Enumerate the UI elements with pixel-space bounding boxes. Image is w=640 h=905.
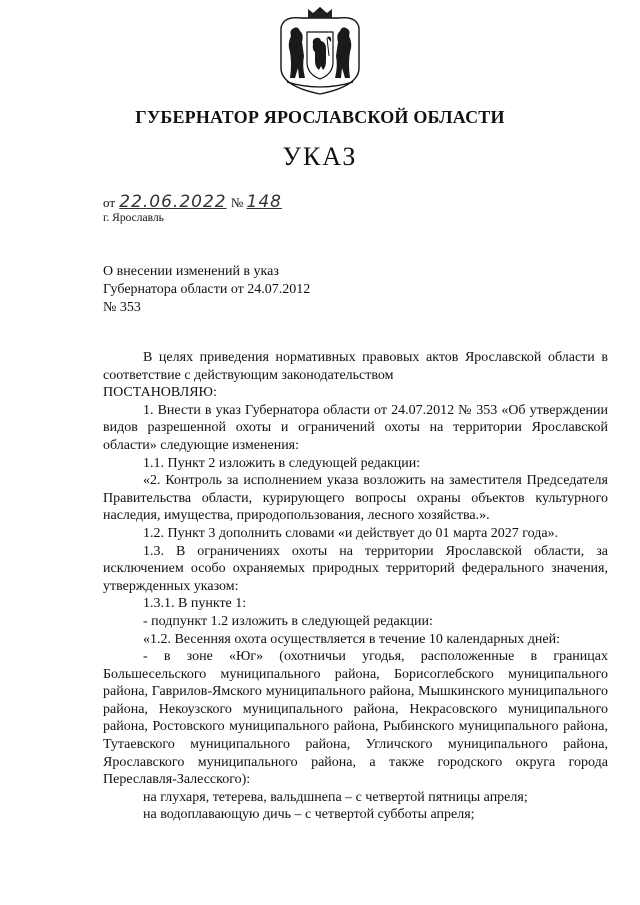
- subclause-1-2-text: «1.2. Весенняя охота осуществляется в течение 10 календарных дней:: [143, 631, 560, 647]
- handwritten-number: 148: [246, 192, 282, 212]
- preamble-paragraph: В целях приведения нормативных правовых актов Ярославской области в соответствие с действующим законодательством: [103, 350, 608, 383]
- number-prefix: №: [230, 195, 244, 210]
- subject-line: Губернатора области от 24.07.2012: [103, 282, 311, 297]
- waterfowl-season-line: на водоплавающую дичь – с четвертой субботы апреля;: [143, 807, 475, 823]
- city-line: г. Ярославль: [103, 212, 164, 224]
- clause-1-3-1: 1.3.1. В пункте 1:: [143, 596, 247, 612]
- document-type-title: УКАЗ: [282, 142, 358, 171]
- clause-1-2: 1.2. Пункт 3 дополнить словами «и действует до 01 марта 2027 года».: [143, 525, 559, 541]
- resolve-word: ПОСТАНОВЛЯЮ:: [103, 385, 217, 401]
- zone-south-paragraph: - в зоне «Юг» (охотничьи угодья, расположенные в границах Большесельского муниципального района, Борисоглебского муниципального района, Гаврилов-Ямского муниципального района, Мышкинского муниципального района, Некоузского муниципального района, Некрасовского муниципального района, Ростовского муниципального района, Рыбинского муниципального района, Тутаевского муниципального района, Угличского муниципального района, Ярославского муниципального района, а также городского округа города Переславля-Залесского):: [103, 649, 608, 788]
- grouse-season-line: на глухаря, тетерева, вальдшнепа – с четвертой пятницы апреля;: [143, 789, 528, 805]
- document-authority-title: ГУБЕРНАТОР ЯРОСЛАВСКОЙ ОБЛАСТИ: [135, 107, 505, 127]
- clause-1-1: 1.1. Пункт 2 изложить в следующей редакции:: [143, 455, 421, 471]
- document-subject: [103, 263, 310, 317]
- date-prefix: от: [103, 195, 116, 210]
- subclause-1-2-intro: - подпункт 1.2 изложить в следующей редакции:: [143, 613, 433, 629]
- document-body: [103, 349, 608, 824]
- handwritten-date: 22.06.2022: [119, 192, 227, 212]
- clause-1-3: 1.3. В ограничениях охоты на территории Ярославской области, за исключением особо охраняемых природных территорий федерального значения, утвержденных указом:: [103, 543, 608, 594]
- clause-1-1-text: «2. Контроль за исполнением указа возложить на заместителя Председателя Правительства области, курирующего вопросы охраны объектов культурного наследия, имущества, природопользования, лесного хозяйства.».: [103, 473, 608, 524]
- date-number-line: [103, 192, 282, 212]
- subject-line: № 353: [103, 300, 141, 315]
- clause-1: 1. Внести в указ Губернатора области от 24.07.2012 № 353 «Об утверждении видов разрешенной охоты и ограничений охоты на территории Ярославской области» следующие изменения:: [103, 402, 608, 453]
- coat-of-arms-emblem: [271, 6, 369, 96]
- subject-line: О внесении изменений в указ: [103, 264, 279, 279]
